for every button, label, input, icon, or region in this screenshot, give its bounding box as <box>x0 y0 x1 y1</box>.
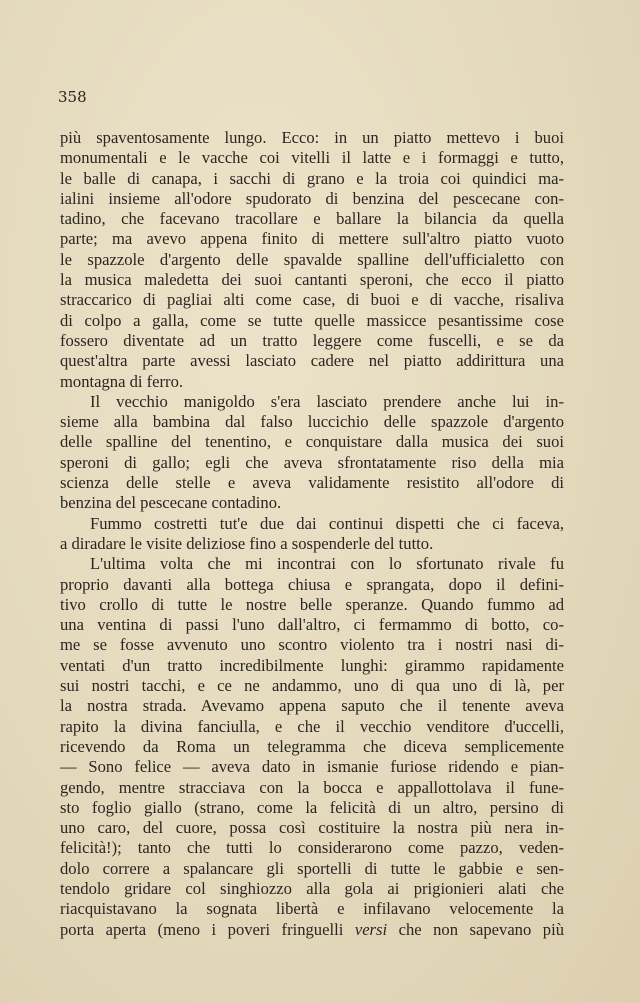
text-line: le spazzole d'argento delle spavalde spalline dell'ufficialetto con <box>60 249 564 269</box>
text-line: la nostra strada. Avevamo appena saputo che il tenente aveva <box>60 696 564 716</box>
text-line: dolo correre a spalancare gli sportelli di tutte le gabbie e sen- <box>60 858 564 878</box>
text-line: straccarico di pagliai alti come case, di buoi e di vacche, risaliva <box>60 290 564 310</box>
text-line: gendo, mentre stracciava con la bocca e appallottolava il fune- <box>60 777 564 797</box>
paragraph-2 <box>60 392 564 514</box>
text-line: speroni di gallo; egli che aveva sfrontatamente riso della mia <box>60 452 564 472</box>
text-line: sieme alla bambina dal falso luccichio delle spazzole d'argento <box>60 412 564 432</box>
text-line: ventati d'un tratto incredibilmente lunghi: girammo rapidamente <box>60 655 564 675</box>
text-line: uno caro, del cuore, possa così costituire la nostra più nera in- <box>60 818 564 838</box>
text-line: quest'altra parte avessi lasciato cadere nel piatto addirittura una <box>60 351 564 371</box>
paragraph-4 <box>60 554 564 940</box>
body-text <box>60 128 564 940</box>
text-line: più spaventosamente lungo. Ecco: in un piatto mettevo i buoi <box>60 128 564 147</box>
text-line: riacquistavano la sognata libertà e infilavano velocemente la <box>60 899 564 919</box>
text-line: tivo crollo di tutte le nostre belle speranze. Quando fummo ad <box>60 594 564 614</box>
text-line: — Sono felice — aveva dato in ismanie furiose ridendo e pian- <box>60 757 564 777</box>
text-line: fossero diventate ad un tratto leggere come fuscelli, e se da <box>60 330 564 350</box>
text-line: benzina del pescecane contadino. <box>60 493 282 513</box>
text-line: montagna di ferro. <box>60 371 184 391</box>
text-line: una ventina di passi l'uno dall'altro, ci fermammo di botto, co- <box>60 615 564 635</box>
text-segment: che non sapevano più <box>387 919 564 939</box>
text-line: la musica maledetta dei suoi cantanti speroni, che ecco il piatto <box>60 270 564 290</box>
text-line: Il vecchio manigoldo s'era lasciato prendere anche lui in- <box>90 391 564 411</box>
text-line: di colpo a galla, come se tutte quelle massicce pesantissime cose <box>60 310 564 330</box>
text-line: tendolo gridare col singhiozzo alla gola ai prigionieri alati che <box>60 878 564 898</box>
text-line: delle spalline del tenentino, e conquistare dalla musica dei suoi <box>60 432 564 452</box>
paragraph-3 <box>60 514 564 555</box>
text-line: ricevendo da Roma un telegramma che diceva semplicemente <box>60 736 564 756</box>
text-segment: porta aperta (meno i poveri fringuelli <box>60 919 355 939</box>
text-line: a diradare le visite deliziose fino a sospenderle del tutto. <box>60 533 434 553</box>
text-line: me se fosse avvenuto uno scontro violento tra i nostri nasi di- <box>60 635 564 655</box>
text-line: sui nostri tacchi, e ce ne andammo, uno di qua uno di là, per <box>60 676 564 696</box>
text-line: tadino, che facevano tracollare e ballare la bilancia da quella <box>60 209 564 229</box>
italic-word: versi <box>354 919 388 939</box>
text-line: sto foglio giallo (strano, come la felicità di un altro, persino di <box>60 797 564 817</box>
text-line: scienza delle stelle e aveva validamente resistito all'odore di <box>60 473 564 493</box>
text-line: ialini insieme all'odore spudorato di benzina del pescecane con- <box>60 188 564 208</box>
text-line <box>60 920 564 940</box>
page-number: 358 <box>58 88 87 106</box>
text-line: le balle di canapa, i sacchi di grano e la troia coi quindici ma- <box>60 168 564 188</box>
text-line: rapito la divina fanciulla, e che il vecchio venditore d'uccelli, <box>60 716 564 736</box>
text-line: Fummo costretti tut'e due dai continui dispetti che ci faceva, <box>90 513 564 533</box>
text-line: L'ultima volta che mi incontrai con lo sfortunato rivale fu <box>90 554 564 574</box>
text-line: parte; ma avevo appena finito di mettere sull'altro piatto vuoto <box>60 229 564 249</box>
text-line: proprio davanti alla bottega chiusa e sprangata, dopo il defini- <box>60 574 564 594</box>
paragraph-1 <box>60 128 564 392</box>
text-line: felicità!); tanto che tutti lo considerarono come pazzo, veden- <box>60 838 564 858</box>
text-line: monumentali e le vacche coi vitelli il latte e i formaggi e tutto, <box>60 148 564 168</box>
